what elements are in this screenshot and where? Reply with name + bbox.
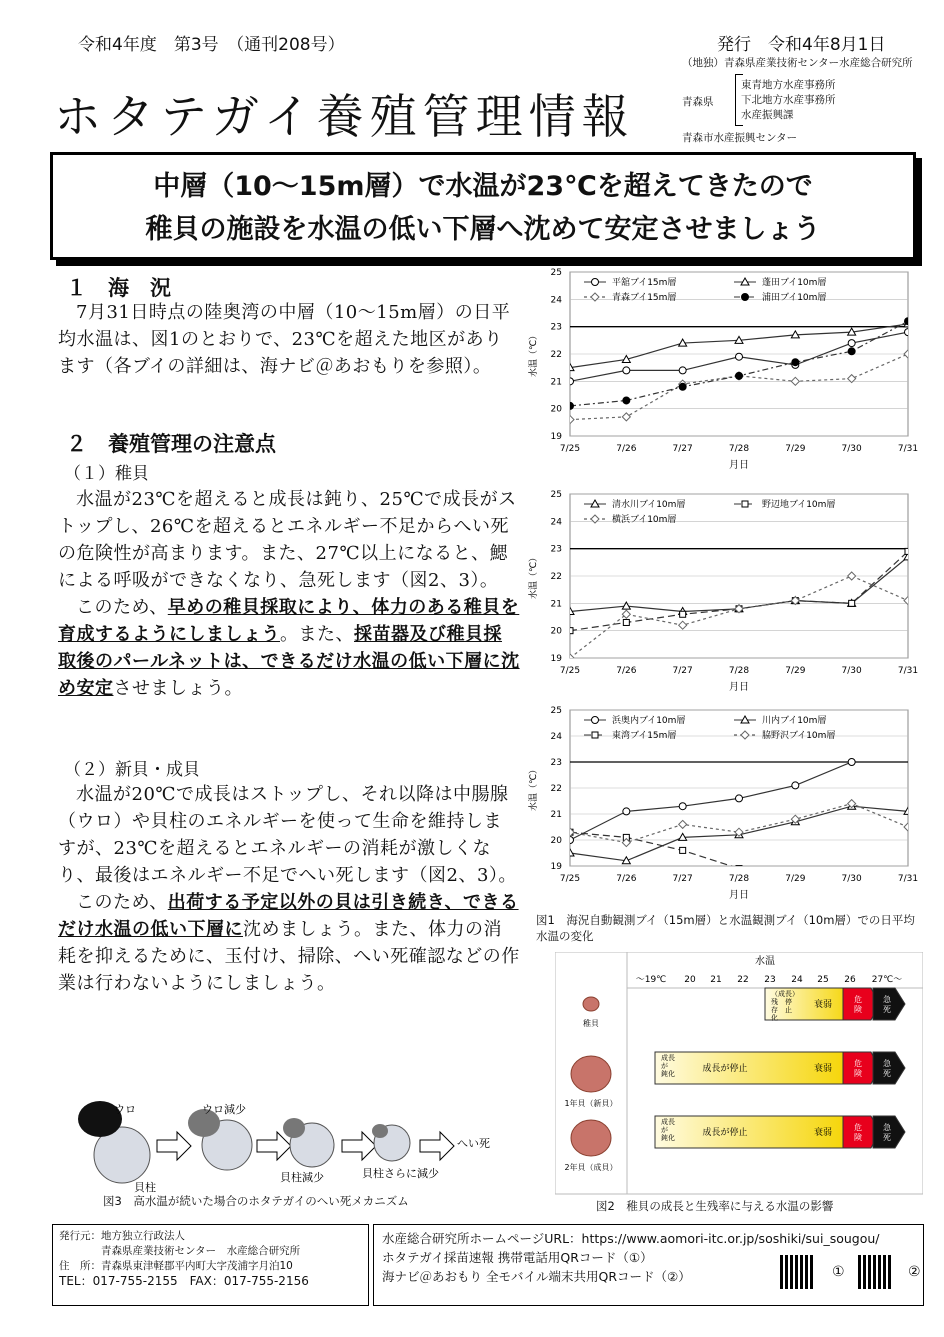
death-label: 急 bbox=[883, 1123, 891, 1132]
scallop-photo bbox=[571, 1056, 611, 1092]
mid-label: 成長が停止 bbox=[702, 1064, 748, 1074]
x-tick-label: 7/31 bbox=[897, 444, 919, 454]
legend-label: 横浜ブイ10m層 bbox=[612, 515, 677, 525]
legend-marker bbox=[591, 293, 599, 301]
y-tick-label: 23 bbox=[550, 544, 562, 555]
sub1-paragraph2 bbox=[58, 594, 520, 702]
legend-label: 青森ブイ15m層 bbox=[612, 293, 677, 303]
x-tick-label: 7/26 bbox=[616, 444, 637, 454]
legend-label: 清水川ブイ10m層 bbox=[612, 500, 686, 510]
data-point bbox=[791, 377, 799, 385]
data-point bbox=[623, 367, 630, 374]
fig2-tick: ～19℃ bbox=[635, 975, 667, 985]
issuer-list bbox=[741, 78, 836, 123]
y-tick-label: 19 bbox=[550, 432, 562, 442]
data-point bbox=[905, 548, 911, 554]
series-2 bbox=[566, 320, 912, 371]
chart-2 bbox=[522, 484, 922, 702]
y-tick-label: 22 bbox=[550, 572, 562, 582]
x-tick-label: 7/28 bbox=[728, 444, 750, 454]
bar-label: が bbox=[661, 1126, 668, 1134]
bar-label: 鈍化 bbox=[661, 1070, 675, 1078]
bar-label: 残 停 bbox=[771, 998, 792, 1006]
scallop-photo bbox=[571, 1120, 611, 1156]
data-point bbox=[567, 628, 573, 634]
qr-code-1[interactable] bbox=[780, 1255, 814, 1289]
bar-label: が bbox=[661, 1062, 668, 1070]
fig3-label: 貝柱さらに減少 bbox=[362, 1167, 439, 1180]
data-point bbox=[567, 378, 574, 385]
y-tick-label: 22 bbox=[550, 350, 562, 360]
data-point bbox=[679, 621, 687, 629]
figure3-diagram bbox=[62, 1095, 522, 1195]
data-point bbox=[679, 820, 687, 828]
arrow-icon bbox=[157, 1132, 191, 1160]
headline-line2: 稚貝の施設を水温の低い下層へ沈めて安定させましょう bbox=[145, 214, 821, 245]
data-point bbox=[679, 803, 686, 810]
y-tick-label: 25 bbox=[550, 268, 562, 278]
legend-marker bbox=[742, 501, 748, 507]
fig3-label: 貝柱減少 bbox=[280, 1171, 324, 1184]
section1-title: １ 海 況 bbox=[66, 276, 171, 300]
death-label: 死 bbox=[883, 1069, 891, 1078]
mid-label: 成長が停止 bbox=[702, 1128, 748, 1138]
legend-label: 東湾ブイ15m層 bbox=[612, 731, 677, 741]
emphasis-text: 採苗器及び稚貝採取後のパールネットは、できるだけ水温の低い下層に沈め安定 bbox=[58, 624, 520, 699]
bar-label: 成長 bbox=[661, 1054, 675, 1062]
legend-label: 蓬田ブイ10m層 bbox=[762, 278, 827, 288]
data-point bbox=[736, 353, 743, 360]
fig3-label: ウロ bbox=[114, 1103, 136, 1116]
text-span: させましょう。 bbox=[113, 678, 243, 699]
y-tick-label: 21 bbox=[550, 810, 562, 820]
qr-label-2: ② bbox=[908, 1264, 921, 1280]
y-tick-label: 20 bbox=[550, 836, 562, 846]
legend-marker bbox=[741, 731, 749, 739]
y-tick-label: 25 bbox=[550, 490, 562, 500]
data-point bbox=[848, 348, 855, 355]
qr-text-1: ホタテガイ採苗速報 携帯電話用QRコード（①） bbox=[382, 1250, 653, 1265]
bar-label: 存 止 bbox=[771, 1006, 792, 1014]
footer-line: 発行元：地方独立行政法人 bbox=[59, 1230, 185, 1242]
sub2-title: （２）新貝・成貝 bbox=[64, 760, 200, 780]
sub2-paragraph2 bbox=[58, 889, 520, 997]
y-tick-label: 22 bbox=[550, 784, 562, 794]
y-tick-label: 23 bbox=[550, 322, 562, 333]
x-axis-label: 月日 bbox=[729, 460, 749, 471]
chart-3 bbox=[522, 700, 922, 910]
y-tick-label: 23 bbox=[550, 758, 562, 768]
arrow-icon bbox=[342, 1132, 376, 1160]
uro-gland bbox=[283, 1118, 305, 1138]
danger-label: 危 bbox=[854, 1059, 862, 1068]
x-tick-label: 7/29 bbox=[785, 666, 806, 676]
death-label: 急 bbox=[883, 995, 891, 1004]
data-point bbox=[566, 416, 574, 424]
x-tick-label: 7/29 bbox=[785, 874, 806, 884]
issuer-item: 下北地方水産事務所 bbox=[741, 94, 836, 106]
x-tick-label: 7/25 bbox=[559, 874, 581, 884]
bar-label: 鈍化 bbox=[661, 1134, 675, 1142]
issuer-city: 青森市水産振興センター bbox=[682, 132, 798, 144]
qr-label-1: ① bbox=[832, 1264, 845, 1280]
y-tick-label: 21 bbox=[550, 599, 562, 610]
y-tick-label: 20 bbox=[550, 404, 562, 415]
danger-label: 険 bbox=[854, 1133, 862, 1142]
page-title: ホタテガイ養殖管理情報 bbox=[54, 90, 635, 145]
data-point bbox=[680, 611, 686, 617]
series-line bbox=[570, 324, 908, 368]
fig2-tick: 27℃～ bbox=[871, 975, 903, 985]
data-point bbox=[849, 600, 855, 606]
y-tick-label: 25 bbox=[550, 706, 562, 716]
series-line bbox=[570, 321, 908, 406]
y-tick-label: 19 bbox=[550, 654, 562, 664]
legend-marker bbox=[592, 279, 599, 286]
fig2-tick: 23 bbox=[764, 975, 776, 985]
headline-box bbox=[50, 152, 916, 260]
x-tick-label: 7/25 bbox=[559, 444, 581, 454]
data-point bbox=[622, 413, 630, 421]
data-point bbox=[567, 402, 574, 409]
death-label: 急 bbox=[883, 1059, 891, 1068]
y-tick-label: 24 bbox=[550, 517, 562, 528]
weak-label: 衰弱 bbox=[813, 1128, 833, 1138]
data-point bbox=[679, 383, 686, 390]
section1-paragraph: 7月31日時点の陸奥湾の中層（10～15m層）の日平均水温は、図1のとおりで、23℃を超えた地区があります（各ブイの詳細は、海ナビ＠あおもりを参照）。 bbox=[58, 302, 511, 377]
legend-marker bbox=[592, 717, 599, 724]
death-arrow bbox=[873, 1052, 905, 1084]
danger-label: 険 bbox=[854, 1005, 862, 1014]
text-span: 沈めましょう。また、体力の消耗を抑えるために、玉付け、掃除、へい死確認などの作業は行わないようにしましょう。 bbox=[58, 919, 520, 994]
sub1-text bbox=[58, 486, 520, 702]
fig2-tick: 22 bbox=[737, 975, 749, 985]
y-axis-label: 水温（℃） bbox=[529, 330, 539, 378]
legend-label: 脇野沢ブイ10m層 bbox=[762, 731, 836, 741]
footer-line: 青森県産業技術センター 水産総合研究所 bbox=[59, 1245, 301, 1257]
x-tick-label: 7/28 bbox=[728, 874, 750, 884]
qr-text-2: 海ナビ＠あおもり 全モバイル端末共用QRコード（②） bbox=[382, 1269, 691, 1284]
footer-line: TEL：017-755-2155 FAX：017-755-2156 bbox=[59, 1274, 309, 1288]
data-point bbox=[736, 795, 743, 802]
fig2-tick: 21 bbox=[710, 975, 722, 985]
data-point bbox=[905, 329, 912, 336]
y-tick-label: 20 bbox=[550, 626, 562, 637]
data-point bbox=[848, 759, 855, 766]
y-axis-label: 水温（℃） bbox=[529, 552, 539, 600]
fig2-row-label: 2年貝（成貝） bbox=[564, 1163, 618, 1172]
text-span: このため、 bbox=[76, 597, 168, 618]
fig2-axis-title: 水温 bbox=[755, 956, 775, 967]
death-label: 死 bbox=[883, 1133, 891, 1142]
fig2-row-label: 1年貝（新貝） bbox=[564, 1099, 618, 1108]
sub1-paragraph1: 水温が23℃を超えると成長は鈍り、25℃で成長がストップし、26℃を超えるとエネルギー不足からへい死の危険性が高まります。また、27℃以上になると、鰓による呼吸ができなくなり、急死します（図2、3）。 bbox=[58, 489, 517, 591]
fig2-tick: 25 bbox=[817, 975, 829, 985]
x-tick-label: 7/30 bbox=[841, 444, 862, 454]
weak-label: 衰弱 bbox=[813, 1064, 833, 1074]
sub1-title: （１）稚貝 bbox=[64, 464, 149, 484]
y-tick-label: 19 bbox=[550, 862, 562, 872]
fig3-label: 貝柱 bbox=[134, 1181, 156, 1194]
figure2-caption: 図2 稚貝の成長と生残率に与える水温の影響 bbox=[596, 1199, 834, 1213]
emphasis-text: 出荷する予定以外の貝は引き続き、できるだけ水温の低い下層に bbox=[58, 892, 519, 940]
legend-label: 浦田ブイ10m層 bbox=[762, 293, 827, 303]
fig2-tick: 20 bbox=[684, 975, 696, 985]
qr-code-2[interactable] bbox=[858, 1255, 892, 1289]
y-tick-label: 24 bbox=[550, 295, 562, 306]
x-axis-label: 月日 bbox=[729, 682, 749, 693]
legend-marker bbox=[742, 294, 749, 301]
fig3-label: ウロ減少 bbox=[202, 1103, 246, 1116]
section1-text bbox=[58, 299, 520, 380]
legend-label: 浜奥内ブイ10m層 bbox=[612, 716, 686, 726]
series-3 bbox=[566, 572, 912, 662]
fig3-label: へい死 bbox=[457, 1137, 490, 1150]
issue-date: 発行 令和4年8月1日 bbox=[717, 35, 886, 55]
bar-label: 成長 bbox=[661, 1118, 675, 1126]
x-tick-label: 7/30 bbox=[841, 874, 862, 884]
issuer-item: 水産振興課 bbox=[741, 109, 794, 121]
text-span: 。また、 bbox=[280, 624, 354, 645]
data-point bbox=[679, 367, 686, 374]
legend-label: 川内ブイ10m層 bbox=[762, 716, 827, 726]
issuer-item: 東青地方水産事務所 bbox=[741, 79, 836, 91]
series-1 bbox=[567, 759, 856, 844]
data-point bbox=[905, 318, 912, 325]
legend-marker bbox=[591, 515, 599, 523]
arrow-icon bbox=[420, 1132, 454, 1160]
data-point bbox=[904, 823, 912, 831]
data-point bbox=[623, 808, 630, 815]
x-tick-label: 7/31 bbox=[897, 874, 919, 884]
footer-line: 住 所：青森県東津軽郡平内町大字茂浦字月泊10 bbox=[59, 1260, 293, 1272]
weak-label: 衰弱 bbox=[813, 1000, 833, 1010]
data-point bbox=[566, 849, 574, 856]
text-span: このため、 bbox=[76, 892, 168, 913]
series-line bbox=[570, 354, 908, 420]
y-axis-label: 水温（℃） bbox=[529, 764, 539, 812]
x-tick-label: 7/27 bbox=[672, 666, 693, 676]
series-line bbox=[570, 551, 908, 630]
figure2-diagram bbox=[555, 952, 923, 1200]
x-tick-label: 7/26 bbox=[616, 874, 637, 884]
headline-line1: 中層（10～15m層）で水温が23℃を超えてきたので bbox=[153, 171, 813, 202]
homepage-url[interactable]: 水産総合研究所ホームページURL：https://www.aomori-itc.or.jp/soshiki/sui_sougou/ bbox=[382, 1231, 880, 1246]
sub2-paragraph1: 水温が20℃で成長はストップし、それ以降は中腸腺（ウロ）や貝柱のエネルギーを使って生命を維持しますが、23℃を超えるとエネルギーの消耗が激しくなり、最後はエネルギー不足でへい死します（図2、3）。 bbox=[58, 784, 517, 886]
issuer-pref: 青森県 bbox=[682, 96, 714, 108]
figure3-caption: 図3 高水温が続いた場合のホタテガイのへい死メカニズム bbox=[103, 1194, 409, 1208]
data-point bbox=[566, 654, 574, 662]
x-tick-label: 7/27 bbox=[672, 874, 693, 884]
danger-label: 危 bbox=[854, 995, 862, 1004]
arrow-icon bbox=[257, 1132, 291, 1160]
data-point bbox=[680, 847, 686, 853]
death-arrow bbox=[873, 1116, 905, 1148]
y-tick-label: 21 bbox=[550, 377, 562, 388]
data-point bbox=[792, 359, 799, 366]
sub2-text bbox=[58, 781, 520, 997]
danger-label: 険 bbox=[854, 1069, 862, 1078]
emphasis-text: 早めの稚貝採取により、体力のある稚貝を育成するようにしましょう bbox=[58, 597, 520, 645]
x-tick-label: 7/31 bbox=[897, 666, 919, 676]
series-line bbox=[570, 576, 908, 658]
x-axis-label: 月日 bbox=[729, 890, 749, 901]
data-point bbox=[567, 837, 574, 844]
legend-marker bbox=[592, 732, 598, 738]
x-tick-label: 7/30 bbox=[841, 666, 862, 676]
fig2-row-label: 稚貝 bbox=[583, 1019, 599, 1028]
x-tick-label: 7/29 bbox=[785, 444, 806, 454]
danger-label: 危 bbox=[854, 1123, 862, 1132]
data-point bbox=[792, 782, 799, 789]
legend-label: 平舘ブイ15m層 bbox=[612, 278, 677, 288]
x-tick-label: 7/27 bbox=[672, 444, 693, 454]
x-tick-label: 7/25 bbox=[559, 666, 581, 676]
data-point bbox=[623, 397, 630, 404]
fiscal-issue: 令和4年度 第3号 （通刊208号） bbox=[78, 35, 345, 55]
bar-label: 化 bbox=[771, 1014, 778, 1022]
data-point bbox=[848, 572, 856, 580]
footer-publisher bbox=[52, 1224, 369, 1306]
figure1-caption: 図1 海況自動観測ブイ（15m層）と水温観測ブイ（10m層）での日平均水温の変化 bbox=[536, 913, 915, 943]
data-point bbox=[623, 619, 629, 625]
series-line bbox=[570, 832, 739, 868]
data-point bbox=[904, 350, 912, 358]
fig2-tick: 26 bbox=[844, 975, 856, 985]
uro-gland bbox=[372, 1124, 388, 1138]
x-tick-label: 7/28 bbox=[728, 666, 750, 676]
chart-1 bbox=[522, 262, 922, 480]
data-point bbox=[848, 340, 855, 347]
y-tick-label: 24 bbox=[550, 732, 562, 742]
issuer-top: （地独）青森県産業技術センター水産総合研究所 bbox=[682, 57, 913, 69]
x-tick-label: 7/26 bbox=[616, 666, 637, 676]
death-label: 死 bbox=[883, 1005, 891, 1014]
bar-label: （成長） bbox=[771, 990, 799, 998]
data-point bbox=[736, 372, 743, 379]
legend-label: 野辺地ブイ10m層 bbox=[762, 500, 836, 510]
section2-title: ２ 養殖管理の注意点 bbox=[66, 432, 276, 456]
fig2-tick: 24 bbox=[791, 975, 803, 985]
death-arrow bbox=[873, 988, 905, 1020]
scallop-photo bbox=[583, 997, 599, 1011]
